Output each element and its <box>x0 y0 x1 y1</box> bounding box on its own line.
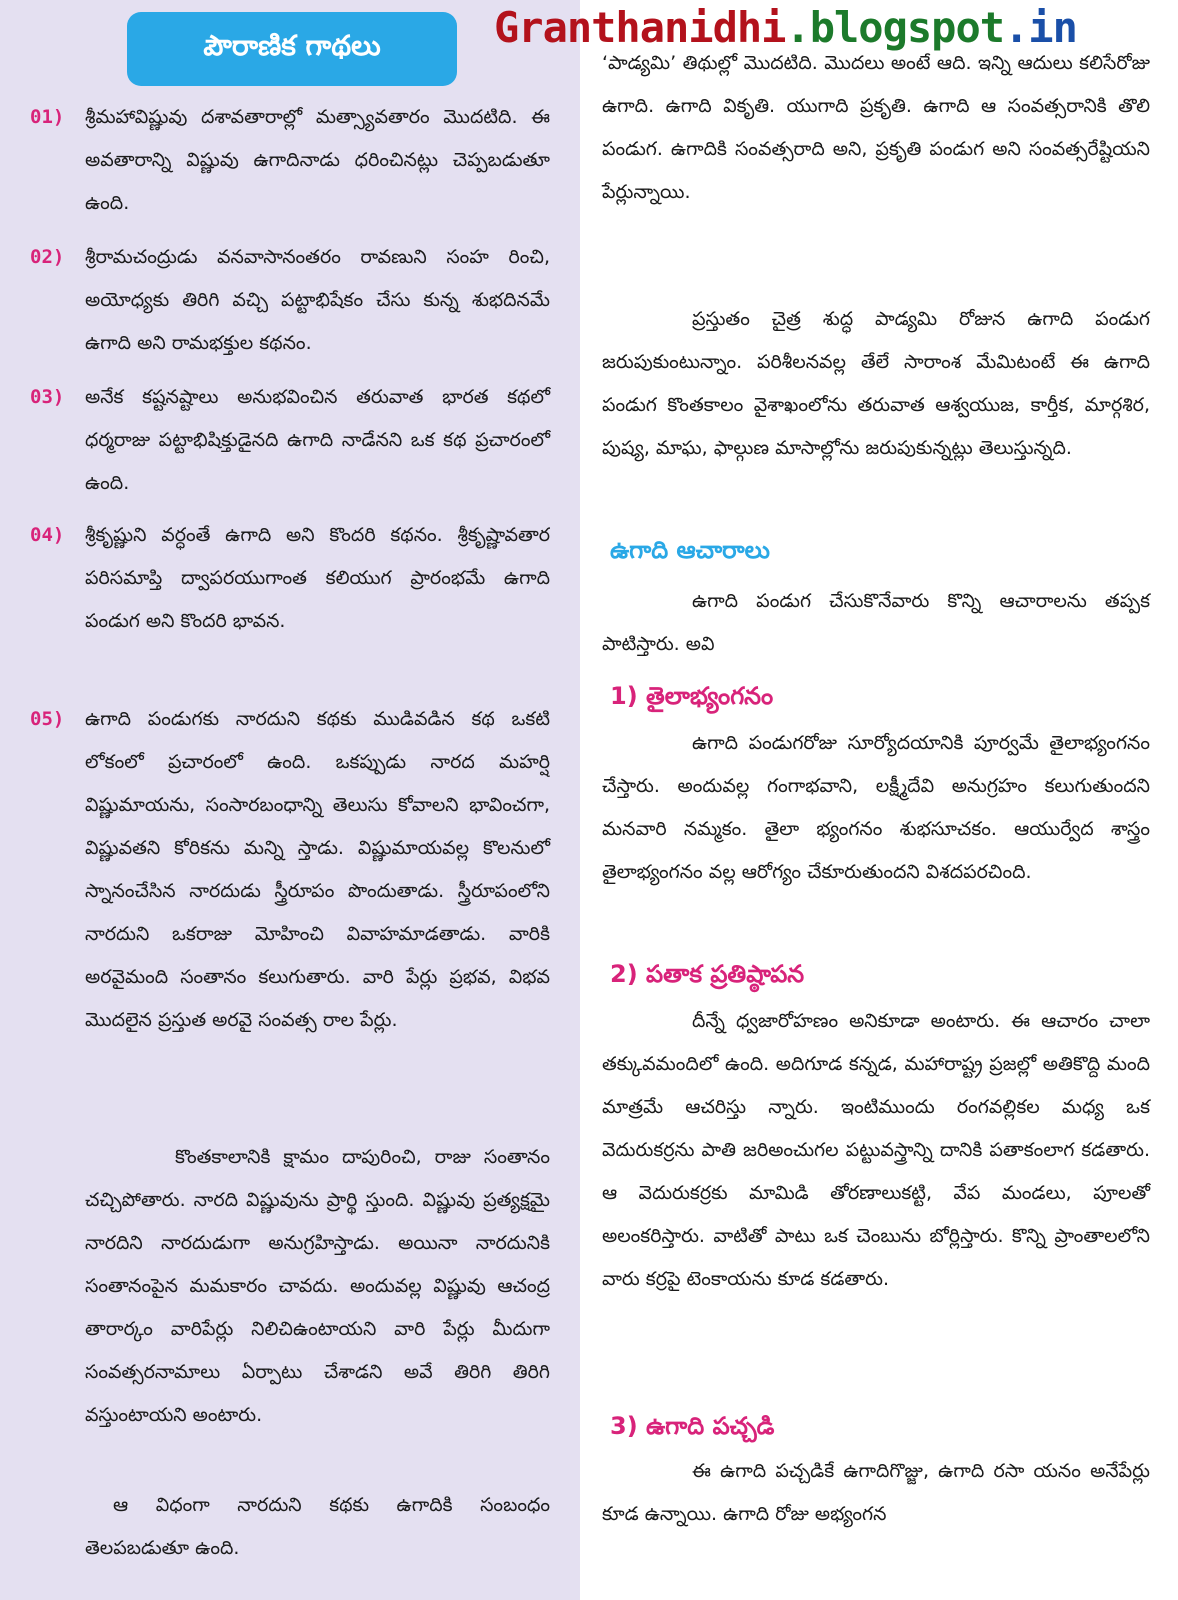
myth-number: 01) <box>30 106 65 128</box>
myth-text: శ్రీమహావిష్ణువు దశావతారాల్లో మత్స్యావతారం మొదటిది. ఈ అవతారాన్ని విష్ణువు ఉగాదినాడు ధరించినట్లు చెప్పబడుతూ ఉంది. <box>85 106 550 214</box>
myth-number: 04) <box>30 524 65 546</box>
myth-number: 05) <box>30 708 65 730</box>
section-badge: పౌరాణిక గాథలు <box>127 12 457 86</box>
myth-text: శ్రీకృష్ణుని వర్ధంతే ఉగాది అని కొందరి కథనం. శ్రీకృష్ణావతార పరిసమాప్తి ద్వాపరయుగాంత కలియుగ ప్రారంభమే ఉగాది పండుగ అని కొందరి భావన. <box>85 524 550 632</box>
myth-text: శ్రీరామచంద్రుడు వనవాసానంతరం రావణుని సంహ రించి, అయోధ్యకు తిరిగి వచ్చి పట్టాభిషేకం చేసు కున్న శుభదినమే ఉగాది అని రామభక్తుల కథనం. <box>85 246 550 354</box>
myth-text: ఉగాది పండుగకు నారదుని కథకు ముడివడిన కథ ఒకటి లోకంలో ప్రచారంలో ఉంది. ఒకప్పుడు నారద మహర్షి విష్ణుమాయను, సంసారబంధాన్ని తెలుసు కోవాలని భావించగా, విష్ణువతని కోరికను మన్ని స్తాడు. విష్ణుమాయవల్ల కొలనులో స్నానంచేసిన నారదుడు స్త్రీరూపం పొందుతాడు. స్త్రీరూపంలోని నారదుని ఒకరాజు మోహించి వివాహమాడతాడు. వారికి అరవైమంది సంతానం కలుగుతారు. వారి పేర్లు ప్రభవ, విభవ మొదలైన ప్రస్తుత అరవై సంవత్స రాల పేర్లు. <box>85 708 550 1031</box>
heading-customs: ఉగాది ఆచారాలు <box>610 536 770 564</box>
heading-ugadi-pachadi: 3) ఉగాది పచ్చడి <box>610 1412 775 1440</box>
myth-text: అనేక కష్టనష్టాలు అనుభవించిన తరువాత భారత కథలో ధర్మరాజు పట్టాభిషిక్తుడైనది ఉగాది నాడేనని ఒక కథ ప్రచారంలో ఉంది. <box>85 386 550 494</box>
myth-item-3 <box>30 376 550 505</box>
myth-number: 02) <box>30 246 65 268</box>
heading-flag-hoisting: 2) పతాక ప్రతిష్ఠాపన <box>610 960 805 988</box>
site-name-part3: .in <box>1004 3 1077 52</box>
myth-item-2 <box>30 236 550 365</box>
site-name-part2: .blogspot <box>785 3 1005 52</box>
para-present: ప్రస్తుతం చైత్ర శుద్ధ పాడ్యమి రోజున ఉగాది పండుగ జరుపుకుంటున్నాం. పరిశీలనవల్ల తేలే సారాంశ మేమిటంటే ఈ ఉగాది పండుగ కొంతకాలం వైశాఖంలోను తరువాత ఆశ్వయుజ, కార్తీక, మార్గశిర, పుష్య, మాఘ, ఫాల్గుణ మాసాల్లోను జరుపుకున్నట్లు తెలుస్తున్నది. <box>602 308 1150 459</box>
para-padyami: ‘పాడ్యమి’ తిథుల్లో మొదటిది. మొదలు అంటే ఆది. ఇన్ని ఆదులు కలిసేరోజు ఉగాది. ఉగాది వికృతి. యుగాది ప్రకృతి. ఉగాది ఆ సంవత్సరానికి తొలి పండుగ. ఉగాదికి సంవత్సరాది అని, ప్రకృతి పండుగ అని సంవత్సరేష్టియని పేర్లున్నాయి. <box>602 52 1150 203</box>
myth-item-4 <box>30 514 550 643</box>
heading-oil-bath: 1) తైలాభ్యంగనం <box>610 682 774 710</box>
myth-item-1 <box>30 96 550 225</box>
para-flag-hoisting: దీన్నే ధ్వజారోహణం అనికూడా అంటారు. ఈ ఆచారం చాలా తక్కువమందిలో ఉంది. అదిగూడ కన్నడ, మహారాష్ట్ర ప్రజల్లో అతికొద్ది మంది మాత్రమే ఆచరిస్తు న్నారు. ఇంటిముందు రంగవల్లికల మధ్య ఒక వెదురుకర్రను పాతి జరిఅంచుగల పట్టువస్త్రాన్ని దానికి పతాకంలాగ కడతారు. ఆ వెదురుకర్రకు మామిడి తోరణాలుకట్టి, వేప మండలు, పూలతో అలంకరిస్తారు. వాటితో పాటు ఒక చెంబును బోర్లిస్తారు. కొన్ని ప్రాంతాలలోని వారు కర్రపై టెంకాయను కూడ కడతారు. <box>602 1010 1150 1290</box>
para-conclusion: ఆ విధంగా నారదుని కథకు ఉగాదికి సంబంధం తెలపబడుతూ ఉంది. <box>85 1494 550 1559</box>
para-ugadi-pachadi: ఈ ఉగాది పచ్చడికే ఉగాదిగొజ్జు, ఉగాది రసా యనం అనేపేర్లు కూడ ఉన్నాయి. ఉగాది రోజు అభ్యంగన <box>602 1460 1150 1525</box>
myth-number: 03) <box>30 386 65 408</box>
para-oil-bath: ఉగాది పండుగరోజు సూర్యోదయానికి పూర్వమే తైలాభ్యంగనం చేస్తారు. అందువల్ల గంగాభవాని, లక్ష్మీదేవి అనుగ్రహం కలుగుతుందని మనవారి నమ్మకం. తైలా భ్యంగనం శుభసూచకం. ఆయుర్వేద శాస్త్రం తైలాభ్యంగనం వల్ల ఆరోగ్యం చేకూరుతుందని విశదపరచింది. <box>602 732 1150 883</box>
para-famine: కొంతకాలానికి క్షామం దాపురించి, రాజు సంతానం చచ్చిపోతారు. నారది విష్ణువును ప్రార్థి స్తుంది. విష్ణువు ప్రత్యక్షమై నారదిని నారదుడుగా అనుగ్రహిస్తాడు. అయినా నారదునికి సంతానంపైన మమకారం చావదు. అందువల్ల విష్ణువు ఆచంద్ర తారార్కం వారిపేర్లు నిలిచిఉంటాయని వారి పేర్లు మీదుగా సంవత్సరనామాలు ఏర్పాటు చేశాడని అవే తిరిగి తిరిగి వస్తుంటాయని అంటారు. <box>85 1146 550 1426</box>
myth-item-5 <box>30 698 550 1042</box>
site-name-part1: Granthanidhi <box>494 3 786 52</box>
para-customs: ఉగాది పండుగ చేసుకొనేవారు కొన్ని ఆచారాలను తప్పక పాటిస్తారు. అవి <box>602 590 1150 655</box>
